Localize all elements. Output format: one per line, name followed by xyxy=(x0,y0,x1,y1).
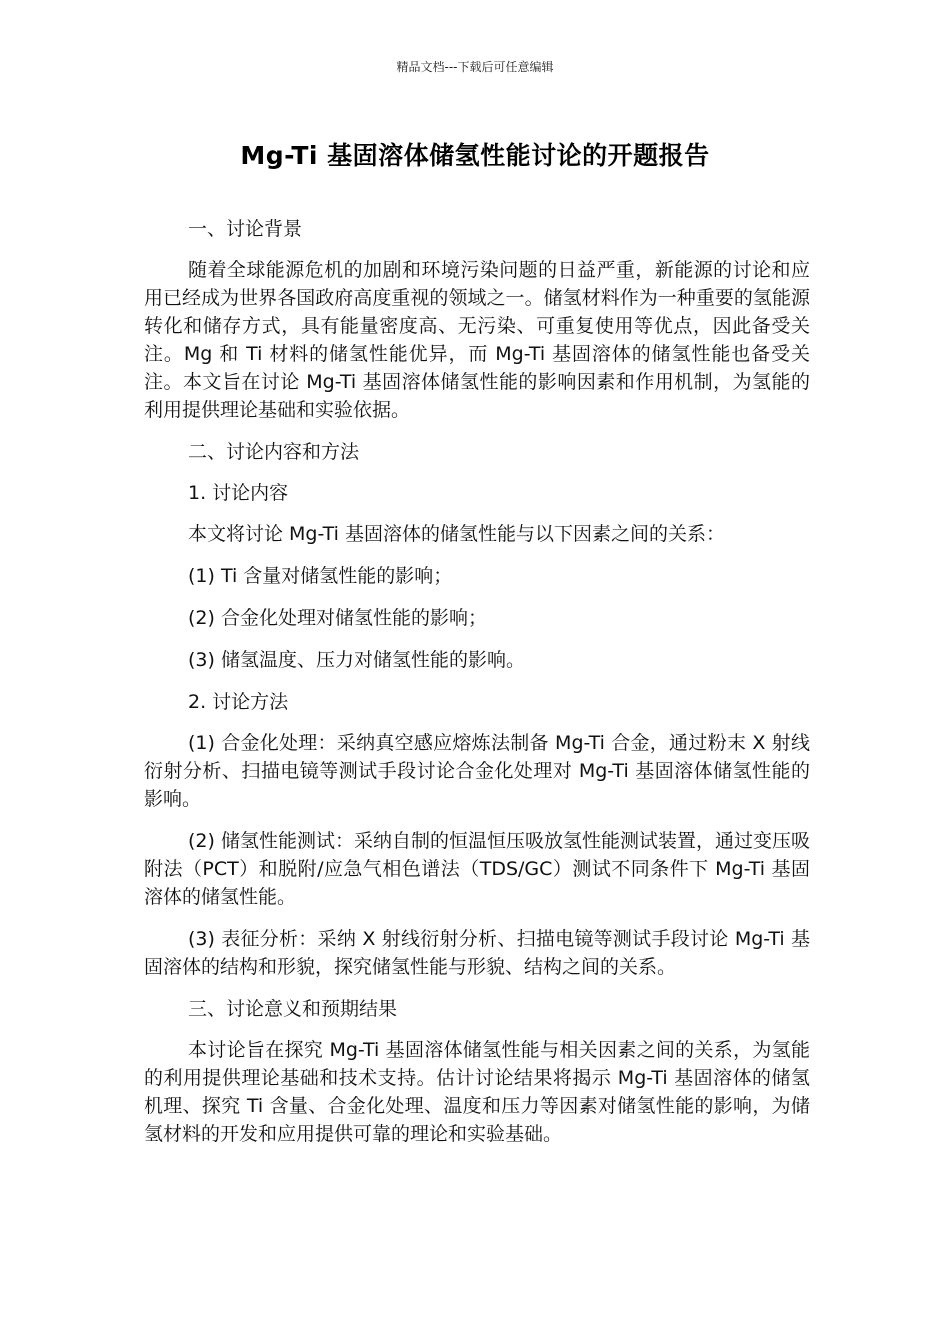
paragraph-method-characterization: (3) 表征分析：采纳 X 射线衍射分析、扫描电镜等测试手段讨论 Mg-Ti 基固溶体的结构和形貌，探究储氢性能与形貌、结构之间的关系。 xyxy=(144,928,810,978)
subheading-method: 2. 讨论方法 xyxy=(188,691,289,713)
list-item-ti-content: (1) Ti 含量对储氢性能的影响； xyxy=(188,565,453,587)
list-item-temperature-pressure: (3) 储氢温度、压力对储氢性能的影响。 xyxy=(188,649,525,671)
paragraph-content-intro: 本文将讨论 Mg-Ti 基固溶体的储氢性能与以下因素之间的关系： xyxy=(188,523,725,545)
document-title: Mg-Ti 基固溶体储氢性能讨论的开题报告 xyxy=(240,141,710,170)
subheading-content: 1. 讨论内容 xyxy=(188,482,289,504)
page-header-note: 精品文档---下载后可任意编辑 xyxy=(396,60,554,74)
paragraph-significance: 本讨论旨在探究 Mg-Ti 基固溶体储氢性能与相关因素之间的关系，为氢能的利用提供理论基础和技术支持。估计讨论结果将揭示 Mg-Ti 基固溶体的储氢机理、探究 Ti 含量、合金化处理、温度和压力等因素对储氢性能的影响，为储氢材料的开发和应用提供可靠的理论和实验基础。 xyxy=(144,1039,810,1145)
paragraph-background: 随着全球能源危机的加剧和环境污染问题的日益严重，新能源的讨论和应用已经成为世界各国政府高度重视的领域之一。储氢材料作为一种重要的氢能源转化和储存方式，具有能量密度高、无污染、可重复使用等优点，因此备受关注。Mg 和 Ti 材料的储氢性能优异，而 Mg-Ti 基固溶体的储氢性能也备受关注。本文旨在讨论 Mg-Ti 基固溶体储氢性能的影响因素和作用机制，为氢能的利用提供理论基础和实验依据。 xyxy=(144,259,810,421)
paragraph-method-testing: (2) 储氢性能测试：采纳自制的恒温恒压吸放氢性能测试装置，通过变压吸附法（PCT）和脱附/应急气相色谱法（TDS/GC）测试不同条件下 Mg-Ti 基固溶体的储氢性能。 xyxy=(144,830,810,908)
section-heading-content-method: 二、讨论内容和方法 xyxy=(188,441,360,463)
list-item-alloying: (2) 合金化处理对储氢性能的影响； xyxy=(188,607,487,629)
section-heading-significance: 三、讨论意义和预期结果 xyxy=(188,998,398,1020)
paragraph-method-alloying: (1) 合金化处理：采纳真空感应熔炼法制备 Mg-Ti 合金，通过粉末 X 射线衍射分析、扫描电镜等测试手段讨论合金化处理对 Mg-Ti 基固溶体储氢性能的影响。 xyxy=(144,732,810,810)
document-body xyxy=(144,215,810,1162)
section-heading-background: 一、讨论背景 xyxy=(188,218,303,240)
